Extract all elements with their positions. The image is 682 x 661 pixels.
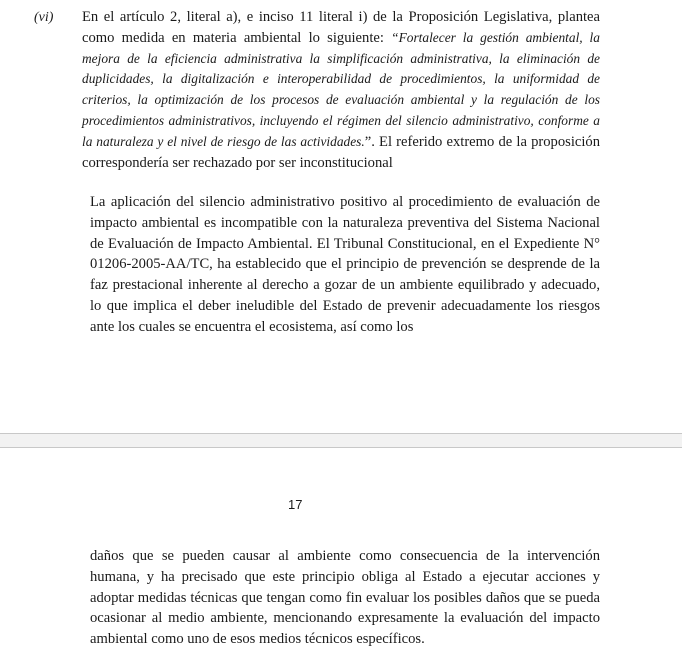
document-page-bottom [0, 448, 682, 661]
item-text-before-quote: En el artículo 2, literal a), e inciso 11 literal i) de la Proposición Legislativa, plantea como medida en materia ambiental lo siguiente: [82, 9, 600, 46]
list-item-marker: (vi) [34, 10, 54, 25]
list-item-paragraph [82, 7, 600, 173]
legislative-quote: “Fortalecer la gestión ambiental, la mejora de la eficiencia administrativa la simplificación administrativa, la eliminación de duplicidades, la digitalización e interoperabilidad de procedimientos, la uniformidad de criterios, la optimización de los procesos de evaluación ambiental y la regulación de los procedimientos administrativos, incluyendo el régimen del silencio administrativo, conforme a la naturaleza y el nivel de riesgo de las actividades. [82, 29, 600, 149]
item-text-after-quote: ”. El referido extremo de la proposición correspondería ser rechazado por ser inconstitucional [82, 133, 600, 171]
page-break-separator [0, 433, 682, 448]
page-number: 17 [288, 497, 303, 512]
indented-paragraph: La aplicación del silencio administrativo positivo al procedimiento de evaluación de impacto ambiental es incompatible con la naturaleza preventiva del Sistema Nacional de Evaluación de Impacto Ambiental. El Tribunal Constitucional, en el Expediente N° 01206-2005-AA/TC, ha establecido que el principio de prevención se desprende de la faz prestacional inherente al derecho a gozar de un ambiente equilibrado y adecuado, lo que implica el deber ineludible del Estado de prevenir adecuadamente los riesgos ante los cuales se encuentra el ecosistema, así como los [90, 194, 600, 335]
continuation-paragraph: daños que se pueden causar al ambiente como consecuencia de la intervención humana, y ha precisado que este principio obliga al Estado a ejecutar acciones y adoptar medidas técnicas que tengan como fin evaluar los posibles daños que se pueda ocasionar al medio ambiente, mencionando expresamente la evaluación del impacto ambiental como uno de esos medios técnicos específicos. [90, 548, 600, 648]
